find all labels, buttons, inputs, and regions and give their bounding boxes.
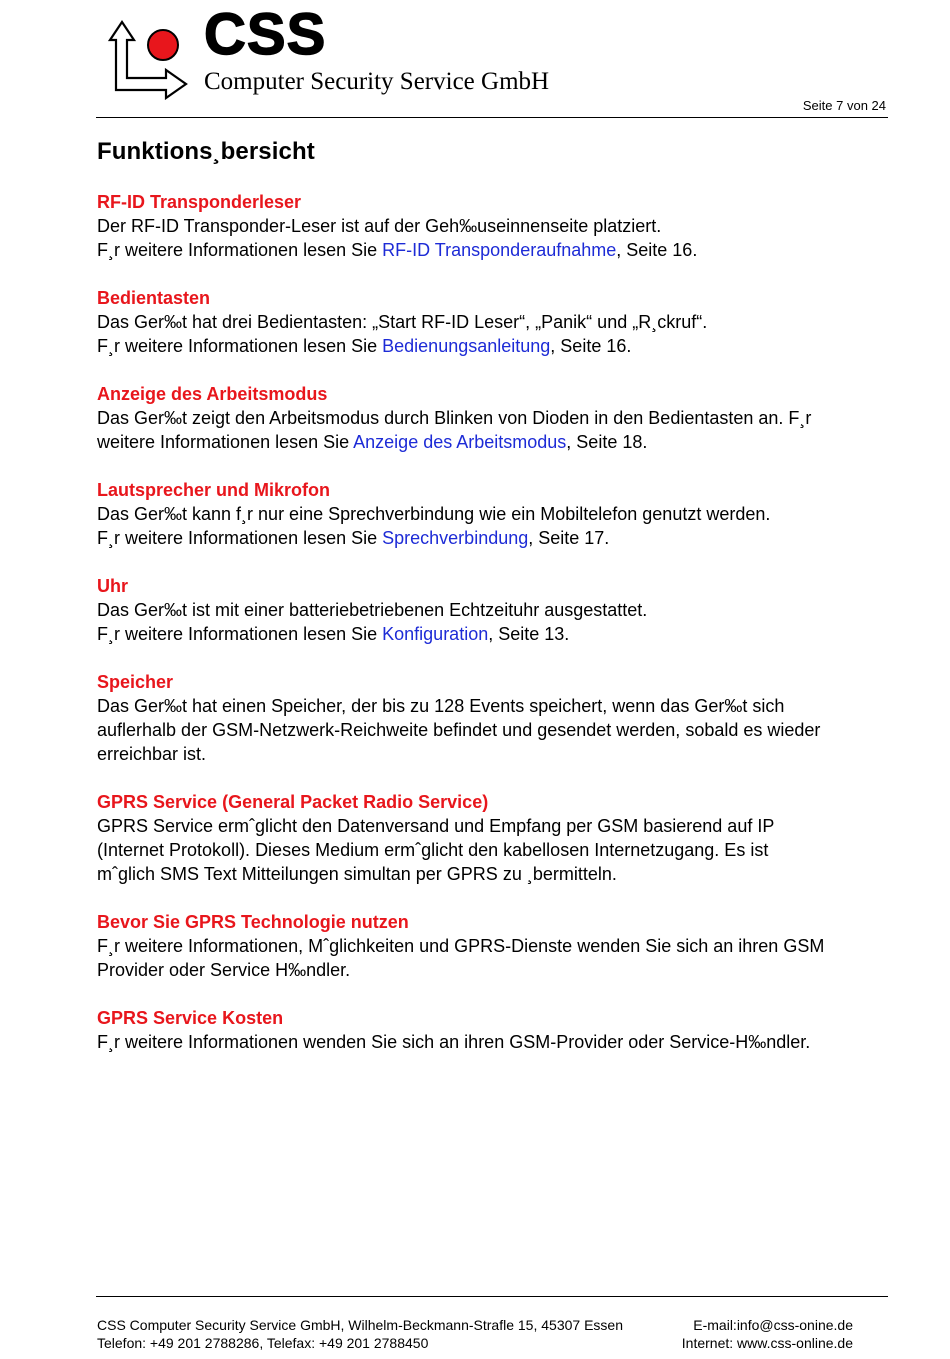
section (97, 382, 887, 454)
body-text: Das Ger‰t kann f¸r nur eine Sprechverbindung wie ein Mobiltelefon genutzt werden. (97, 504, 771, 524)
section-heading: Bevor Sie GPRS Technologie nutzen (97, 912, 409, 932)
section (97, 910, 887, 982)
section-text-line (97, 238, 887, 262)
body-text: F¸r weitere Informationen wenden Sie sich an ihren GSM-Provider oder Service-H‰ndler. (97, 1032, 811, 1052)
body-text: Provider oder Service H‰ndler. (97, 960, 351, 980)
body-text: , Seite 16. (550, 336, 632, 356)
section-heading: Uhr (97, 576, 128, 596)
footer-address: CSS Computer Security Service GmbH, Wilhelm-Beckmann-Straﬂe 15, 45307 Essen (97, 1317, 623, 1333)
section-text-line (97, 934, 887, 958)
section-text-line (97, 334, 887, 358)
section-heading: Speicher (97, 672, 174, 692)
section-text-line (97, 622, 887, 646)
section-text-line (97, 598, 887, 622)
footer-internet: Internet: www.css-online.de (681, 1335, 853, 1351)
section-text-line (97, 406, 887, 430)
body-text: mˆglich SMS Text Mitteilungen simultan per GPRS zu ¸bermitteln. (97, 864, 617, 884)
section-heading: GPRS Service (General Packet Radio Service) (97, 792, 489, 812)
company-name: Computer Security Service GmbH (204, 68, 550, 95)
body-text: auﬂerhalb der GSM-Netzwerk-Reichweite befindet und gesendet werden, sobald es wieder (97, 720, 821, 740)
logo-text: CSS (204, 2, 327, 67)
section-text-line (97, 718, 887, 742)
footer-divider (96, 1296, 888, 1297)
body-text: Der RF-ID Transponder-Leser ist auf der Geh‰useinnenseite platziert. (97, 216, 662, 236)
section-text-line (97, 430, 887, 454)
section-heading: Bedientasten (97, 288, 211, 308)
section-text-line (97, 502, 887, 526)
section-text-line (97, 526, 887, 550)
section (97, 286, 887, 358)
body-text: Das Ger‰t ist mit einer batteriebetriebenen Echtzeituhr ausgestattet. (97, 600, 648, 620)
section-heading: Anzeige des Arbeitsmodus (97, 384, 328, 404)
header-divider (96, 117, 888, 118)
section (97, 670, 887, 766)
section-heading: Lautsprecher und Mikrofon (97, 480, 331, 500)
cross-reference-link[interactable]: Anzeige des Arbeitsmodus (353, 432, 567, 452)
page-number: Seite 7 von 24 (802, 98, 886, 113)
section (97, 790, 887, 886)
cross-reference-link[interactable]: RF-ID Transponderaufnahme (382, 240, 617, 260)
body-text: (Internet Protokoll). Dieses Medium ermˆglicht den kabellosen Internetzugang. Es ist (97, 840, 769, 860)
section-text-line (97, 310, 887, 334)
body-text: Das Ger‰t zeigt den Arbeitsmodus durch Blinken von Dioden in den Bedientasten an. F¸r (97, 408, 812, 428)
section (97, 1006, 887, 1054)
section-text-line (97, 1030, 887, 1054)
section-text-line (97, 862, 887, 886)
body-text: F¸r weitere Informationen lesen Sie (97, 240, 383, 260)
cross-reference-link[interactable]: Konfiguration (382, 624, 489, 644)
footer-phone: Telefon: +49 201 2788286, Telefax: +49 201 2788450 (97, 1335, 429, 1351)
body-text: F¸r weitere Informationen lesen Sie (97, 528, 383, 548)
section-heading: GPRS Service Kosten (97, 1008, 284, 1028)
section-text-line (97, 694, 887, 718)
section (97, 190, 887, 262)
section-text-line (97, 214, 887, 238)
cross-reference-link[interactable]: Bedienungsanleitung (382, 336, 551, 356)
body-text: , Seite 13. (488, 624, 570, 644)
section (97, 574, 887, 646)
body-text: , Seite 16. (616, 240, 698, 260)
body-text: F¸r weitere Informationen, Mˆglichkeiten und GPRS-Dienste wenden Sie sich an ihren GSM (97, 936, 825, 956)
section-list (97, 190, 887, 1054)
footer-email: E-mail:info@css-onine.de (693, 1317, 853, 1333)
body-text: Das Ger‰t hat einen Speicher, der bis zu 128 Events speichert, wenn das Ger‰t sich (97, 696, 785, 716)
section-text-line (97, 838, 887, 862)
main-content (97, 138, 887, 1078)
cross-reference-link[interactable]: Sprechverbindung (382, 528, 529, 548)
logo-arrow-icon (108, 20, 192, 100)
body-text: weitere Informationen lesen Sie (97, 432, 354, 452)
body-text: F¸r weitere Informationen lesen Sie (97, 624, 383, 644)
company-logo (108, 2, 578, 102)
body-text: , Seite 17. (528, 528, 610, 548)
body-text: erreichbar ist. (97, 744, 207, 764)
section-text-line (97, 958, 887, 982)
section-text-line (97, 742, 887, 766)
body-text: GPRS Service ermˆglicht den Datenversand und Empfang per GSM basierend auf IP (97, 816, 775, 836)
body-text: F¸r weitere Informationen lesen Sie (97, 336, 383, 356)
section-heading: RF-ID Transponderleser (97, 192, 302, 212)
body-text: , Seite 18. (566, 432, 648, 452)
body-text: Das Ger‰t hat drei Bedientasten: „Start RF-ID Leser“, „Panik“ und „R¸ckruf“. (97, 312, 708, 332)
page-title: Funktions¸bersicht (97, 138, 315, 165)
section (97, 478, 887, 550)
section-text-line (97, 814, 887, 838)
